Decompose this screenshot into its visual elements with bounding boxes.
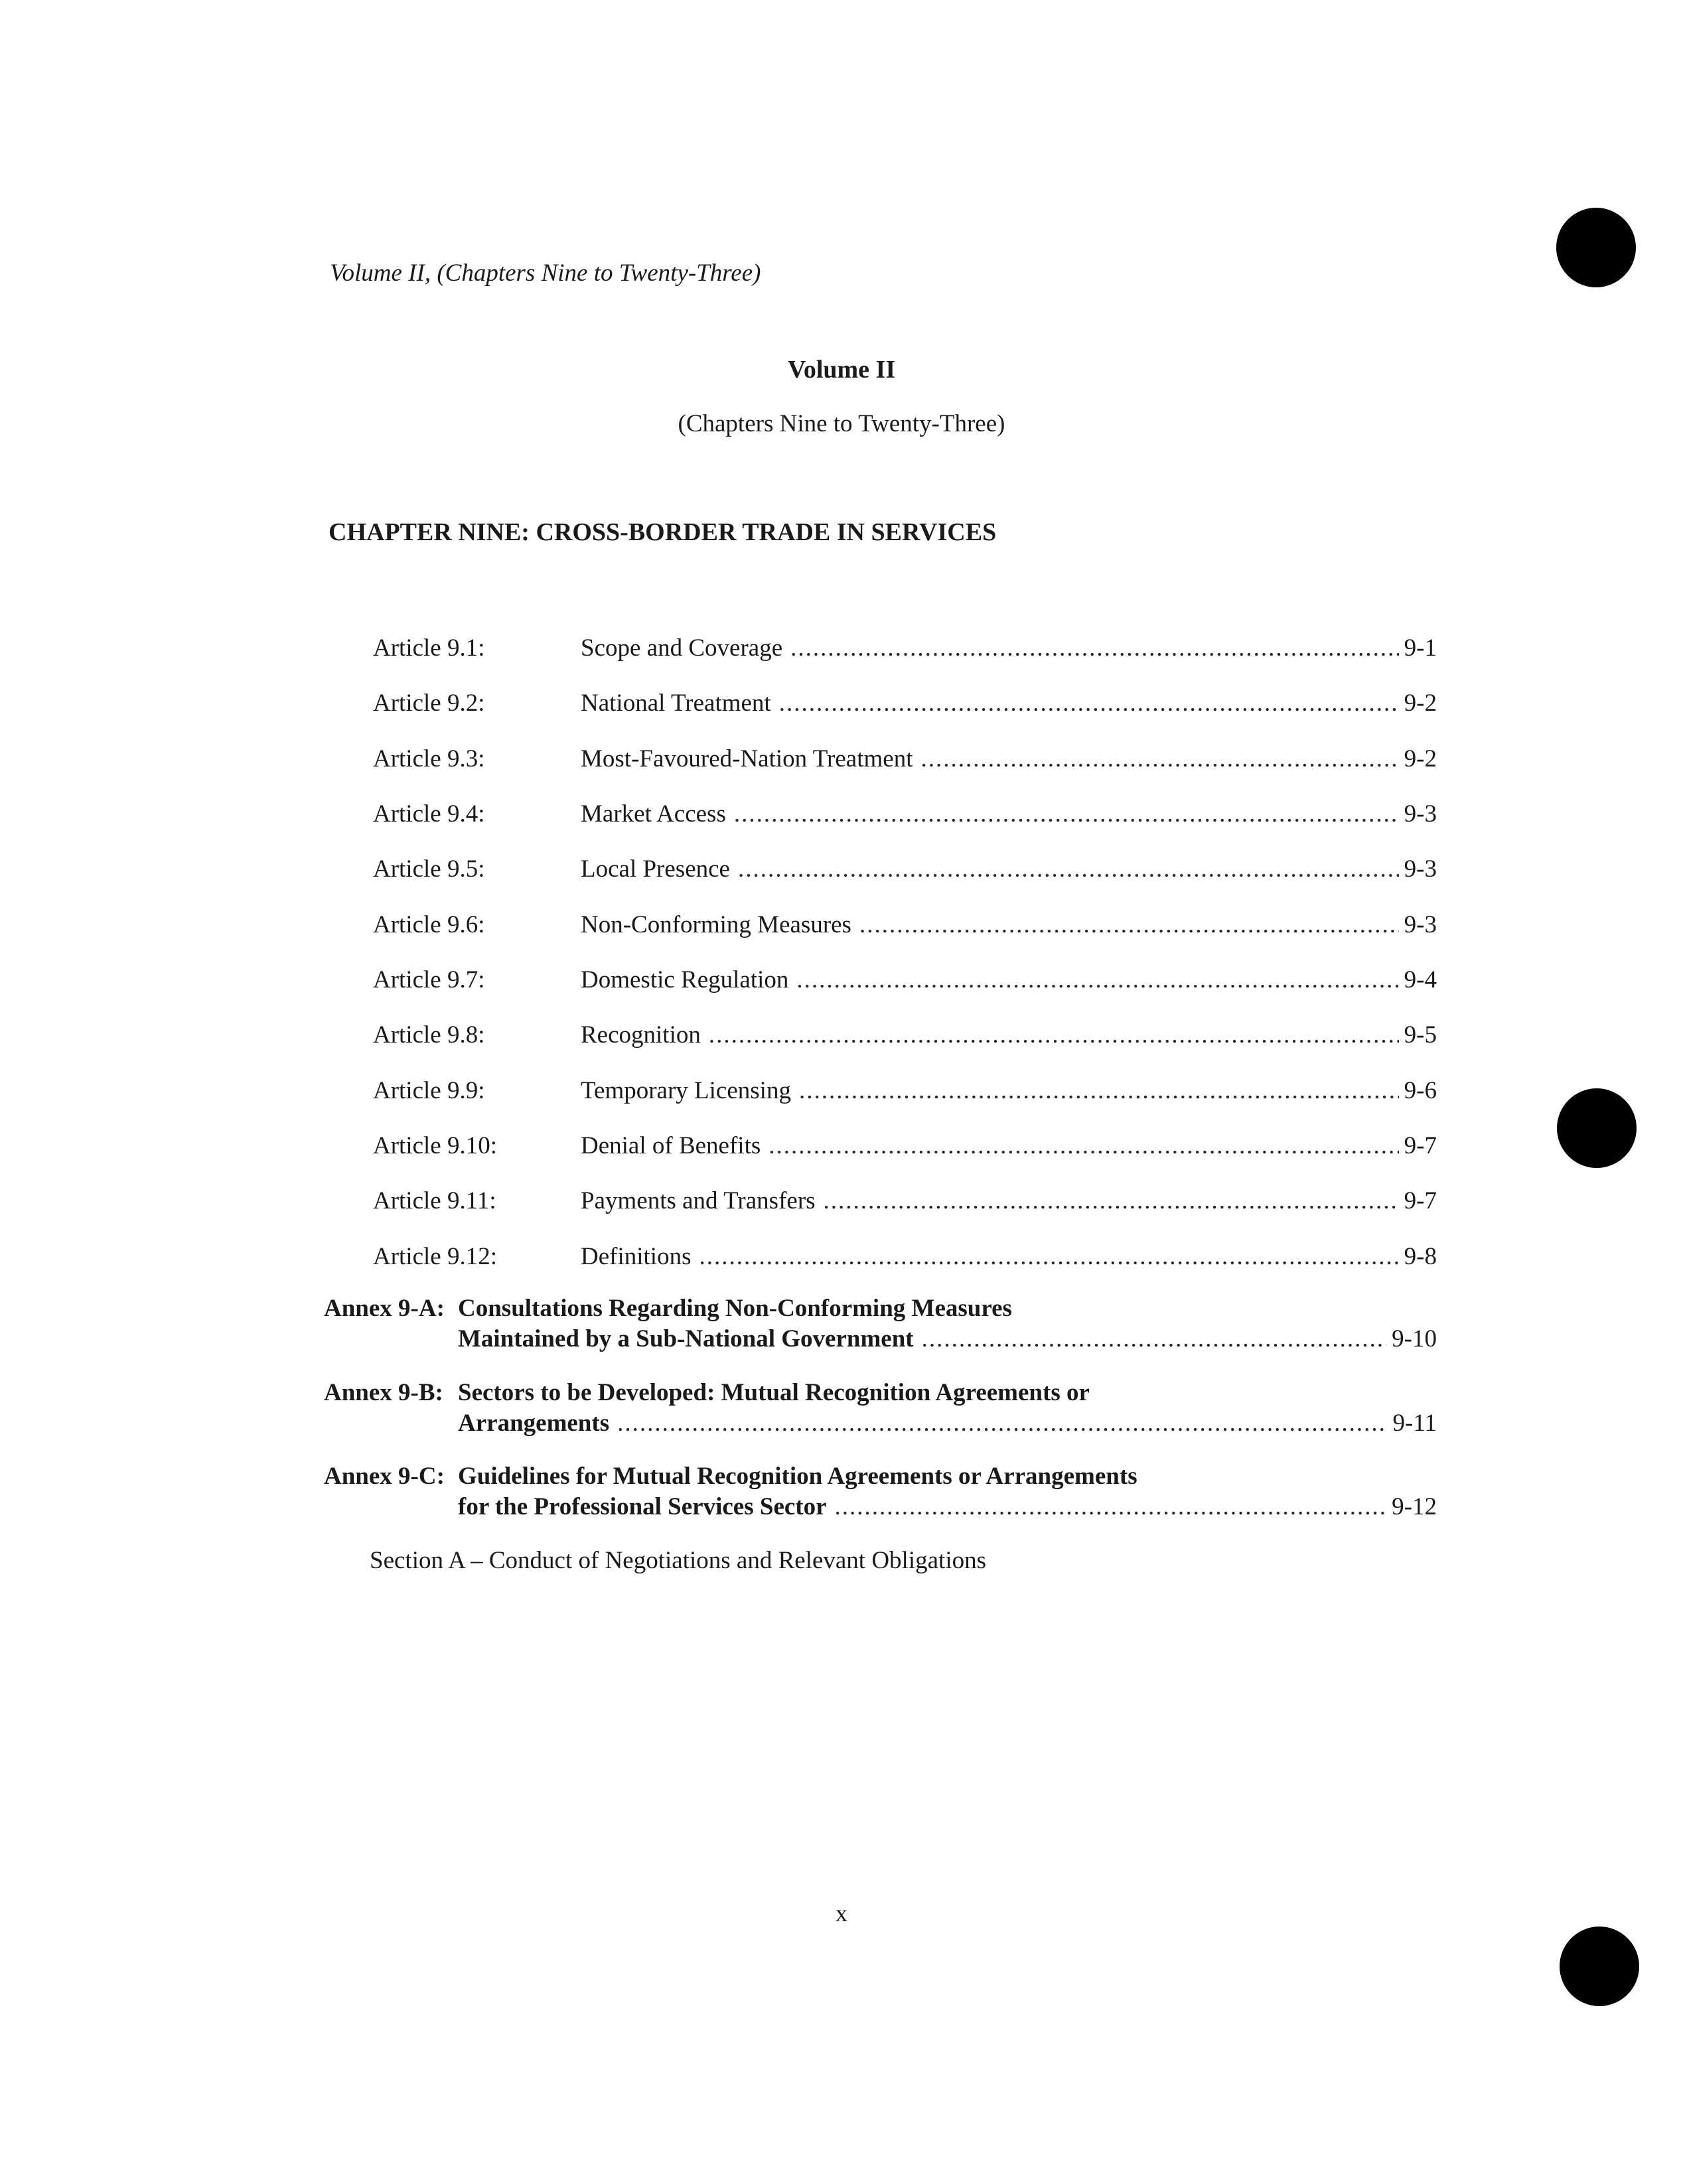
leader-dots (617, 1409, 1387, 1437)
article-entry (581, 1076, 1437, 1105)
article-entry (581, 689, 1437, 717)
leader-dots (922, 1325, 1387, 1353)
punch-hole-middle (1557, 1088, 1637, 1168)
article-page-number: 9-3 (1404, 855, 1437, 883)
article-page-number: 9-7 (1404, 1132, 1437, 1159)
annex-title-line2: Arrangements (458, 1410, 610, 1437)
article-entry (581, 1187, 1437, 1215)
annex-title-line2-entry (458, 1409, 1437, 1437)
article-number: Article 9.12: (373, 1243, 498, 1270)
punch-hole-top (1556, 208, 1636, 287)
article-title: Domestic Regulation (581, 966, 789, 993)
article-entry (581, 910, 1437, 939)
article-number: Article 9.11: (373, 1187, 496, 1214)
article-title: Temporary Licensing (581, 1077, 791, 1104)
leader-dots (709, 1021, 1399, 1049)
article-entry (581, 745, 1437, 773)
article-number: Article 9.1: (373, 634, 485, 662)
article-title: Payments and Transfers (581, 1187, 816, 1214)
running-header: Volume II, (Chapters Nine to Twenty-Three) (330, 259, 761, 287)
article-title: Non-Conforming Measures (581, 911, 851, 938)
annex-label: Annex 9-C: (324, 1463, 445, 1490)
article-page-number: 9-2 (1404, 690, 1437, 717)
volume-title-text: Volume II (787, 356, 896, 384)
leader-dots (768, 1131, 1398, 1160)
article-page-number: 9-8 (1404, 1243, 1437, 1270)
article-number: Article 9.10: (373, 1132, 498, 1159)
article-title: Market Access (581, 800, 726, 828)
leader-dots (799, 1076, 1399, 1105)
annex-page-number: 9-12 (1392, 1493, 1437, 1520)
leader-dots (699, 1242, 1398, 1271)
article-title: Recognition (581, 1021, 701, 1049)
annex-title-line1: Consultations Regarding Non-Conforming Measures (458, 1295, 1012, 1322)
section-heading[interactable]: Section A – Conduct of Negotiations and Relevant Obligations (370, 1547, 986, 1574)
article-title: Denial of Benefits (581, 1132, 761, 1159)
volume-title (0, 355, 1683, 384)
article-title: Scope and Coverage (581, 634, 783, 662)
leader-dots (824, 1187, 1399, 1215)
article-number: Article 9.4: (373, 800, 485, 828)
leader-dots (920, 745, 1398, 773)
annex-label: Annex 9-A: (324, 1295, 445, 1322)
article-number: Article 9.7: (373, 966, 485, 993)
annex-title-line2: for the Professional Services Sector (458, 1493, 827, 1520)
annex-title-line1: Guidelines for Mutual Recognition Agreements or Arrangements (458, 1463, 1137, 1490)
article-number: Article 9.3: (373, 745, 485, 772)
article-entry (581, 1131, 1437, 1160)
volume-subtitle-text: (Chapters Nine to Twenty-Three) (678, 410, 1005, 437)
article-page-number: 9-6 (1404, 1077, 1437, 1104)
annex-page-number: 9-11 (1392, 1410, 1437, 1437)
article-number: Article 9.9: (373, 1077, 485, 1104)
page-number-footer: x (836, 1900, 847, 1927)
article-page-number: 9-4 (1404, 966, 1437, 993)
leader-dots (835, 1492, 1387, 1521)
leader-dots (790, 634, 1399, 662)
article-number: Article 9.2: (373, 690, 485, 717)
article-entry (581, 966, 1437, 994)
annex-title-line1: Sectors to be Developed: Mutual Recognition Agreements or (458, 1379, 1090, 1406)
article-title: Most-Favoured-Nation Treatment (581, 745, 913, 772)
chapter-heading: CHAPTER NINE: CROSS-BORDER TRADE IN SERVICES (329, 518, 997, 546)
volume-subtitle (0, 409, 1683, 438)
punch-hole-bottom (1560, 1927, 1639, 2006)
article-entry (581, 1242, 1437, 1271)
annex-title-line2-entry (458, 1492, 1437, 1521)
annex-title-line2-entry (458, 1325, 1437, 1353)
leader-dots (859, 910, 1399, 939)
article-number: Article 9.5: (373, 855, 485, 883)
article-page-number: 9-2 (1404, 745, 1437, 772)
article-page-number: 9-7 (1404, 1187, 1437, 1214)
leader-dots (796, 966, 1398, 994)
leader-dots (779, 689, 1399, 717)
article-page-number: 9-1 (1404, 634, 1437, 662)
article-title: Definitions (581, 1243, 692, 1270)
article-page-number: 9-3 (1404, 911, 1437, 938)
article-page-number: 9-3 (1404, 800, 1437, 828)
article-entry (581, 855, 1437, 883)
annex-label: Annex 9-B: (324, 1379, 443, 1406)
article-entry (581, 634, 1437, 662)
annex-title-line2: Maintained by a Sub-National Government (458, 1325, 914, 1352)
article-entry (581, 1021, 1437, 1049)
article-title: Local Presence (581, 855, 730, 883)
article-number: Article 9.8: (373, 1021, 485, 1049)
annex-page-number: 9-10 (1392, 1325, 1437, 1352)
leader-dots (734, 800, 1399, 828)
leader-dots (738, 855, 1399, 883)
article-page-number: 9-5 (1404, 1021, 1437, 1049)
article-number: Article 9.6: (373, 911, 485, 938)
article-title: National Treatment (581, 690, 771, 717)
article-entry (581, 800, 1437, 828)
